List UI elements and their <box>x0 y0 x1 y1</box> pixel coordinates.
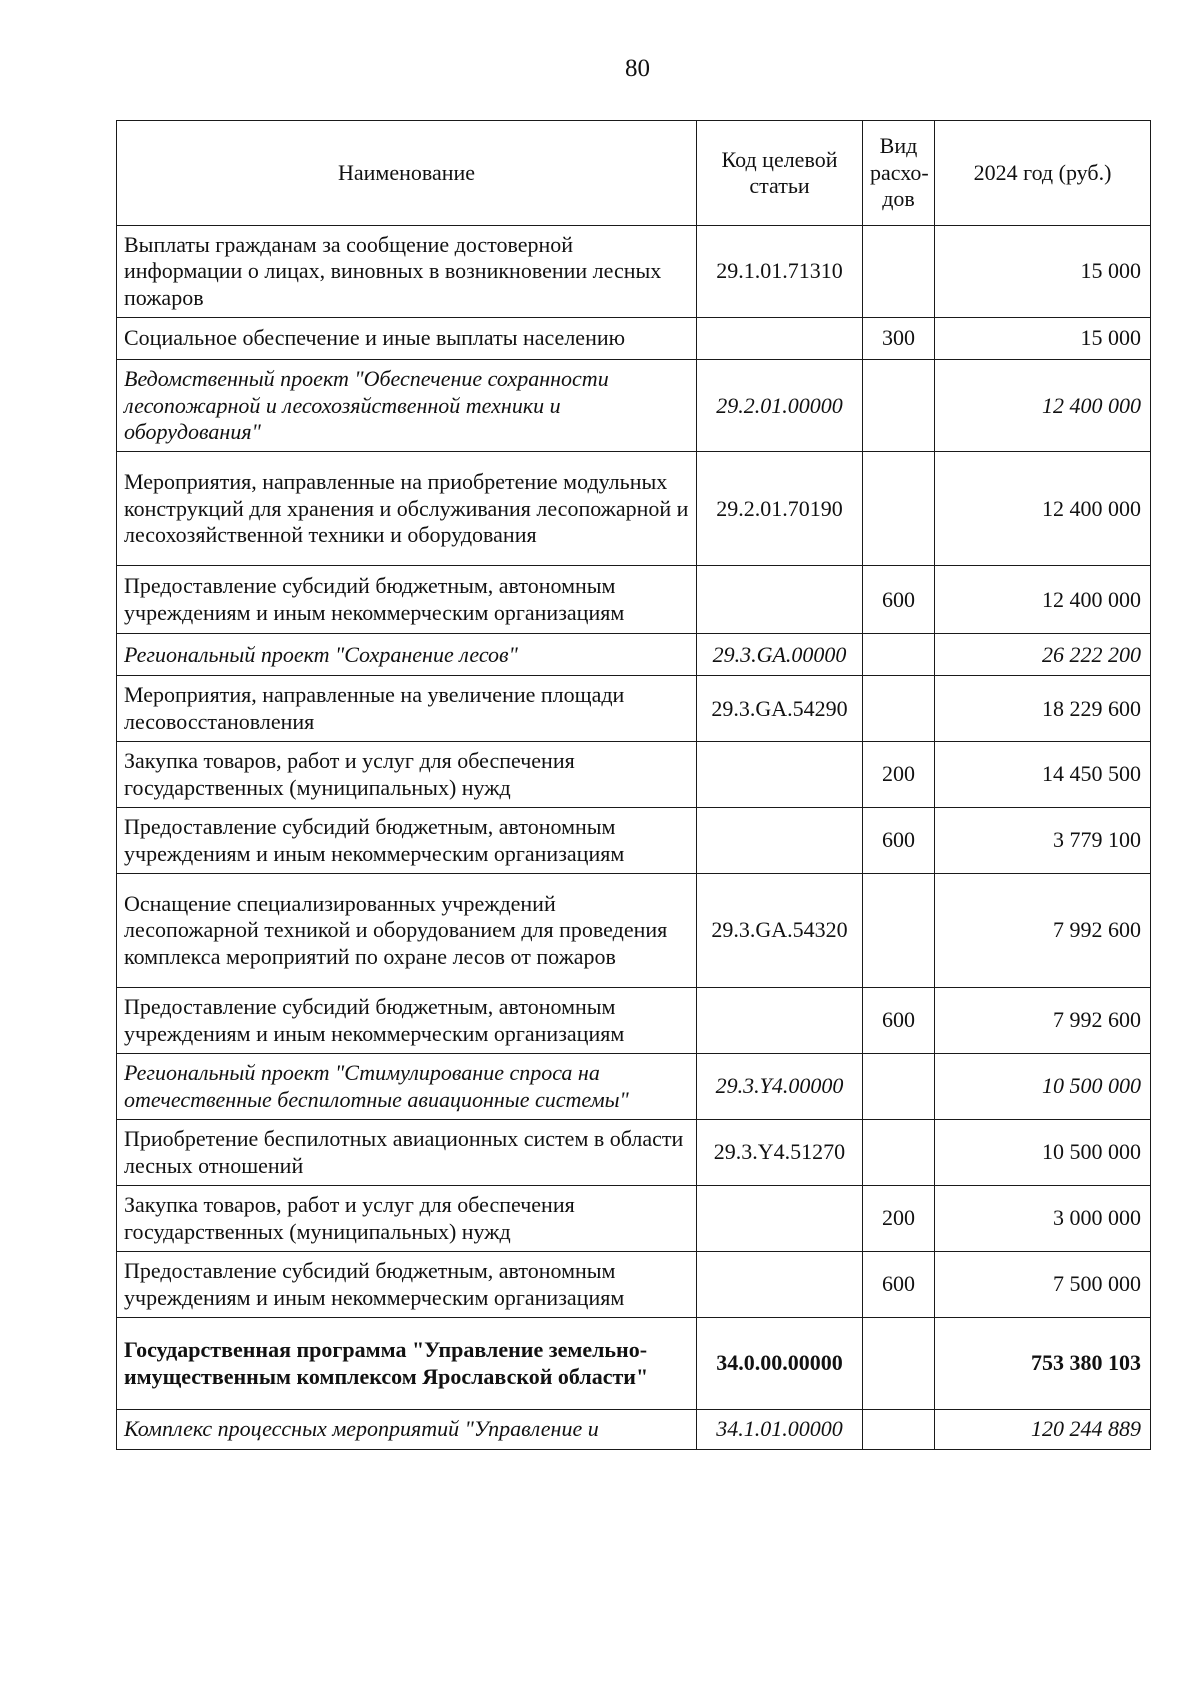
cell-kind <box>863 360 935 452</box>
cell-code <box>697 742 863 808</box>
table-row <box>117 318 1151 360</box>
table-body <box>117 226 1151 1450</box>
cell-amount: 15 000 <box>935 226 1151 318</box>
cell-code: 34.1.01.00000 <box>697 1410 863 1449</box>
cell-amount: 10 500 000 <box>935 1054 1151 1120</box>
cell-name: Ведомственный проект "Обеспечение сохранности лесопожарной и лесохозяйственной техники и оборудования" <box>117 360 697 452</box>
table-row <box>117 988 1151 1054</box>
cell-kind: 600 <box>863 1252 935 1318</box>
cell-code <box>697 1252 863 1318</box>
table-row <box>117 1120 1151 1186</box>
cell-name: Предоставление субсидий бюджетным, автономным учреждениям и иным некоммерческим организациям <box>117 808 697 874</box>
table-row <box>117 1252 1151 1318</box>
table-row <box>117 1318 1151 1410</box>
budget-table <box>116 120 1151 1450</box>
cell-kind <box>863 226 935 318</box>
cell-name: Оснащение специализированных учреждений лесопожарной техникой и оборудованием для проведения комплекса мероприятий по охране лесов от пожаров <box>117 874 697 988</box>
cell-name: Предоставление субсидий бюджетным, автономным учреждениям и иным некоммерческим организациям <box>117 566 697 634</box>
cell-amount: 753 380 103 <box>935 1318 1151 1410</box>
header-code: Код целевой статьи <box>697 121 863 226</box>
cell-code: 29.3.Y4.00000 <box>697 1054 863 1120</box>
table-row <box>117 452 1151 566</box>
cell-name: Закупка товаров, работ и услуг для обеспечения государственных (муниципальных) нужд <box>117 742 697 808</box>
cell-amount: 3 779 100 <box>935 808 1151 874</box>
cell-kind <box>863 874 935 988</box>
header-amount: 2024 год (руб.) <box>935 121 1151 226</box>
table-row <box>117 676 1151 742</box>
cell-kind <box>863 452 935 566</box>
cell-code: 29.3.GA.54290 <box>697 676 863 742</box>
cell-amount: 14 450 500 <box>935 742 1151 808</box>
cell-amount: 120 244 889 <box>935 1410 1151 1449</box>
table-row <box>117 1186 1151 1252</box>
cell-name: Мероприятия, направленные на приобретение модульных конструкций для хранения и обслуживания лесопожарной и лесохозяйственной техники и оборудования <box>117 452 697 566</box>
table-row <box>117 1054 1151 1120</box>
cell-amount: 15 000 <box>935 318 1151 360</box>
cell-name: Мероприятия, направленные на увеличение площади лесовосстановления <box>117 676 697 742</box>
cell-code <box>697 318 863 360</box>
cell-name: Государственная программа "Управление земельно-имущественным комплексом Ярославской области" <box>117 1318 697 1410</box>
table-row <box>117 874 1151 988</box>
cell-code: 29.2.01.70190 <box>697 452 863 566</box>
cell-amount: 7 992 600 <box>935 988 1151 1054</box>
table-row <box>117 634 1151 676</box>
cell-name: Социальное обеспечение и иные выплаты населению <box>117 318 697 360</box>
cell-amount: 10 500 000 <box>935 1120 1151 1186</box>
cell-amount: 12 400 000 <box>935 566 1151 634</box>
cell-name: Предоставление субсидий бюджетным, автономным учреждениям и иным некоммерческим организациям <box>117 1252 697 1318</box>
cell-name: Региональный проект "Сохранение лесов" <box>117 634 697 676</box>
cell-kind: 300 <box>863 318 935 360</box>
header-name: Наименование <box>117 121 697 226</box>
table-row <box>117 360 1151 452</box>
cell-kind <box>863 1318 935 1410</box>
table-row <box>117 566 1151 634</box>
cell-code: 29.3.Y4.51270 <box>697 1120 863 1186</box>
table-row <box>117 808 1151 874</box>
cell-code: 29.3.GA.00000 <box>697 634 863 676</box>
cell-kind <box>863 1120 935 1186</box>
table-row <box>117 226 1151 318</box>
cell-amount: 18 229 600 <box>935 676 1151 742</box>
cell-name: Комплекс процессных мероприятий "Управление и <box>117 1410 697 1449</box>
cell-amount: 26 222 200 <box>935 634 1151 676</box>
cell-amount: 7 992 600 <box>935 874 1151 988</box>
cell-code <box>697 808 863 874</box>
cell-name: Выплаты гражданам за сообщение достоверной информации о лицах, виновных в возникновении лесных пожаров <box>117 226 697 318</box>
cell-code: 29.3.GA.54320 <box>697 874 863 988</box>
page-number: 80 <box>625 55 650 82</box>
cell-amount: 12 400 000 <box>935 452 1151 566</box>
cell-code: 29.1.01.71310 <box>697 226 863 318</box>
cell-kind <box>863 634 935 676</box>
table-header <box>117 121 1151 226</box>
cell-kind <box>863 1054 935 1120</box>
header-kind: Вид расхо-дов <box>863 121 935 226</box>
cell-kind <box>863 676 935 742</box>
cell-name: Региональный проект "Стимулирование спроса на отечественные беспилотные авиационные системы" <box>117 1054 697 1120</box>
cell-kind: 200 <box>863 742 935 808</box>
cell-code <box>697 988 863 1054</box>
cell-amount: 12 400 000 <box>935 360 1151 452</box>
table-row <box>117 742 1151 808</box>
cell-kind: 600 <box>863 808 935 874</box>
cell-kind: 600 <box>863 988 935 1054</box>
table-row <box>117 1410 1151 1449</box>
cell-amount: 3 000 000 <box>935 1186 1151 1252</box>
cell-kind: 600 <box>863 566 935 634</box>
cell-name: Предоставление субсидий бюджетным, автономным учреждениям и иным некоммерческим организациям <box>117 988 697 1054</box>
cell-kind: 200 <box>863 1186 935 1252</box>
cell-name: Приобретение беспилотных авиационных систем в области лесных отношений <box>117 1120 697 1186</box>
cell-amount: 7 500 000 <box>935 1252 1151 1318</box>
cell-code <box>697 1186 863 1252</box>
cell-kind <box>863 1410 935 1449</box>
header-row <box>117 121 1151 226</box>
cell-code: 34.0.00.00000 <box>697 1318 863 1410</box>
cell-name: Закупка товаров, работ и услуг для обеспечения государственных (муниципальных) нужд <box>117 1186 697 1252</box>
cell-code <box>697 566 863 634</box>
cell-code: 29.2.01.00000 <box>697 360 863 452</box>
